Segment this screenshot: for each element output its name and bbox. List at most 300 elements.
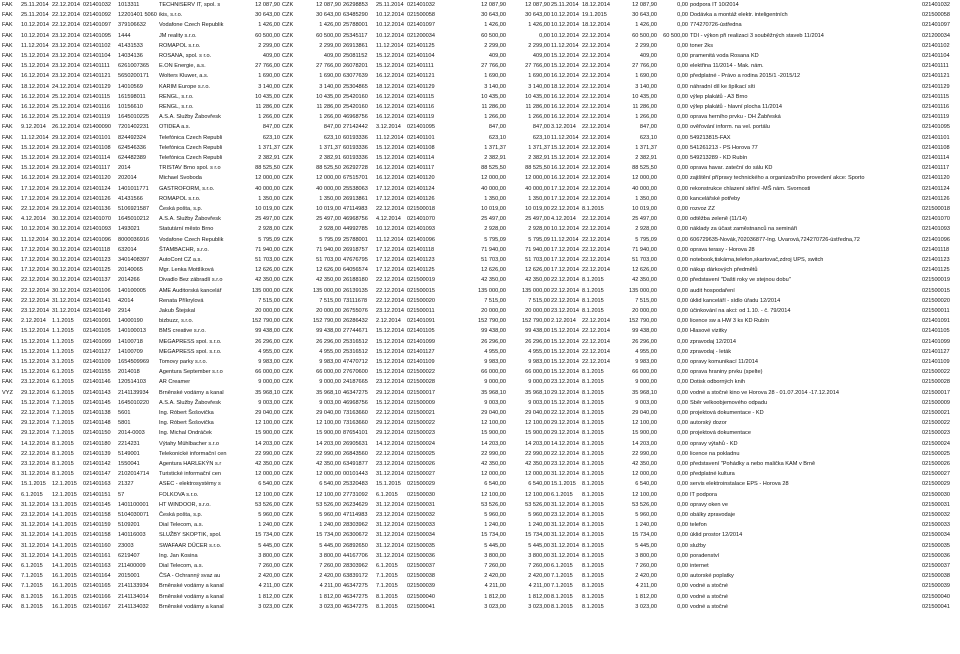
posting-date-cell: 22.12.2014: [551, 450, 579, 457]
internal-no-cell: 021401116: [83, 104, 111, 110]
amount-cell: 623,10: [262, 134, 280, 141]
ico-cell: 26913861: [343, 195, 368, 202]
currency-cell: CZK: [282, 32, 294, 39]
remaining-cell: 0,00: [677, 532, 688, 539]
amount-cell: 10 019,00: [255, 206, 280, 212]
order-no-cell: 021401119: [407, 114, 435, 121]
supplier-name-cell: Ing. Róbert Šošovička: [159, 410, 214, 416]
amount-cell: 4 211,00: [258, 583, 280, 590]
amount-cell: 11 286,00: [255, 104, 280, 110]
supplier-name-cell: ROSANA, spol. s r.o.: [159, 53, 212, 59]
posting-date-cell: 23.12.2014: [551, 379, 579, 386]
ico-cell: 47470712: [343, 359, 368, 365]
reference-cell: 021500011: [922, 308, 950, 314]
description-cell: rekonstrukce chlazení skříní -MŠ nám. Svornosti: [690, 185, 811, 192]
base-amount-cell: 2 928,00: [484, 226, 506, 233]
received-date-cell: 14.12.2014: [376, 440, 404, 447]
table-row: [0, 154, 960, 164]
amount-czk-cell: 1 371,37: [319, 144, 341, 151]
amount-czk-cell: 152 790,00: [313, 318, 341, 325]
supplier-no-cell: 1401100001: [118, 501, 149, 508]
payment-date-cell: 22.12.2014: [582, 104, 610, 110]
description-cell: účinkování na akci: od 1.10. - č. 79/2014: [690, 308, 791, 314]
reference-cell: 021500017: [922, 389, 950, 396]
order-no-cell: 021500038: [407, 573, 435, 580]
doc-type-cell: FAK: [2, 471, 13, 478]
issue-date-cell: 31.12.2014: [21, 552, 49, 559]
payment-date-cell: 8.1.2015: [582, 563, 604, 569]
supplier-no-cell: 3401408397: [118, 257, 150, 263]
received-date-cell: 15.12.2014: [376, 369, 404, 376]
supplier-name-cell: Jakub Štejskal: [159, 308, 196, 314]
issue-date-cell: 15.12.2014: [21, 155, 49, 161]
due-date-cell: 30.12.2014: [52, 287, 80, 294]
issue-date-cell: 31.12.2014: [21, 542, 49, 549]
description-cell: kancelářské potřeby: [690, 195, 741, 202]
description-cell: 774270726-ústředna: [690, 22, 742, 29]
base-amount-cell: 847,00: [488, 124, 506, 131]
supplier-name-cell: E.ON Energie, a.s.: [159, 63, 206, 70]
description-cell: projektová dokumentace - KD: [690, 410, 764, 416]
ico-cell: 26892650: [343, 542, 368, 549]
payment-date-cell: 8.1.2015: [582, 593, 604, 600]
order-no-cell: 021500039: [407, 583, 435, 590]
internal-no-cell: 021401145: [83, 501, 111, 508]
amount-cell: 2 420,00: [258, 573, 280, 580]
table-row: [0, 276, 960, 286]
order-no-cell: 021401032: [407, 2, 435, 8]
order-no-cell: 021500020: [407, 297, 435, 304]
remaining-cell: 0,00: [677, 2, 688, 8]
posting-date-cell: 11.12.2014: [551, 236, 579, 243]
order-no-cell: 021401114: [407, 155, 435, 161]
order-no-cell: 021500024: [407, 440, 435, 447]
paid-amount-cell: 1 426,00: [528, 22, 550, 29]
reference-cell: 021500031: [922, 501, 950, 508]
supplier-no-cell: 5149001: [118, 450, 140, 457]
total-cell: 22 990,00: [632, 450, 657, 457]
internal-no-cell: 021401101: [83, 134, 111, 141]
ico-cell: 28303962: [343, 522, 368, 529]
posting-date-cell: 14.12.2014: [551, 440, 579, 447]
payment-date-cell: 22.12.2014: [582, 83, 610, 90]
currency-cell: CZK: [282, 348, 294, 355]
ico-cell: 63077639: [343, 73, 368, 80]
amount-cell: 88 525,50: [255, 165, 280, 172]
amount-czk-cell: 409,00: [323, 53, 341, 59]
doc-type-cell: FAK: [2, 522, 13, 529]
amount-cell: 12 626,00: [255, 267, 280, 274]
supplier-name-cell: Česká pošta, s.p.: [159, 206, 203, 212]
total-cell: 29 040,00: [632, 410, 657, 416]
ico-cell: 26755076: [343, 308, 368, 314]
table-row: [0, 93, 960, 103]
doc-type-cell: FAK: [2, 410, 13, 416]
table-row: [0, 603, 960, 613]
supplier-no-cell: 42014: [118, 297, 134, 304]
due-date-cell: 8.1.2015: [52, 471, 74, 478]
received-date-cell: 29.12.2014: [376, 420, 404, 427]
doc-type-cell: FAK: [2, 563, 13, 569]
issue-date-cell: 15.12.2014: [21, 338, 49, 345]
internal-no-cell: 021401159: [83, 522, 111, 529]
table-row: [0, 511, 960, 521]
currency-cell: CZK: [282, 195, 294, 202]
posting-date-cell: 23.12.2014: [551, 461, 579, 467]
remaining-cell: 0,00: [677, 573, 688, 580]
order-no-cell: 021401096: [407, 236, 435, 243]
table-row: [0, 419, 960, 429]
currency-cell: CZK: [282, 573, 294, 580]
table-row: [0, 440, 960, 450]
order-no-cell: 021500033: [407, 522, 435, 529]
currency-cell: CZK: [282, 144, 294, 151]
amount-czk-cell: 66 000,00: [316, 369, 341, 376]
remaining-cell: 0,00: [677, 195, 688, 202]
currency-cell: CZK: [282, 399, 294, 406]
base-amount-cell: 30 643,00: [481, 12, 506, 19]
reference-cell: 021401095: [922, 124, 950, 131]
supplier-name-cell: Brněnské vodárny a kanal: [159, 389, 224, 396]
amount-czk-cell: 15 900,00: [316, 430, 341, 437]
total-cell: 99 438,00: [632, 328, 657, 335]
doc-type-cell: FAK: [2, 593, 13, 600]
ico-cell: 73163660: [343, 410, 368, 416]
paid-amount-cell: 1 690,00: [528, 73, 550, 80]
base-amount-cell: 409,00: [488, 53, 506, 59]
due-date-cell: 29.12.2014: [52, 165, 80, 172]
payment-date-cell: 8.1.2015: [582, 542, 604, 549]
ico-cell: 47114983: [343, 206, 368, 212]
doc-type-cell: FAK: [2, 216, 13, 223]
reference-cell: 021401129: [922, 83, 950, 90]
supplier-name-cell: Turistické informační cen: [159, 471, 221, 478]
paid-amount-cell: 9 000,00: [528, 379, 550, 386]
posting-date-cell: 23.12.2014: [551, 308, 579, 314]
supplier-no-cell: 6219407: [118, 552, 140, 559]
ico-cell: 73111678: [343, 297, 368, 304]
base-amount-cell: 12 100,00: [481, 420, 506, 427]
supplier-no-cell: 5104030071: [118, 512, 150, 518]
ico-cell: 26139135: [343, 287, 368, 294]
doc-type-cell: FAK: [2, 185, 13, 192]
amount-czk-cell: 10 019,00: [316, 206, 341, 212]
payment-date-cell: 22.12.2014: [582, 348, 610, 355]
total-cell: 66 000,00: [632, 369, 657, 376]
issue-date-cell: 15.12.2014: [21, 399, 49, 406]
order-no-cell: 021500036: [407, 552, 435, 559]
reference-cell: 021401111: [922, 63, 949, 70]
amount-czk-cell: 4 955,00: [319, 348, 341, 355]
payment-date-cell: 8.1.2015: [582, 501, 604, 508]
order-no-cell: 021401099: [407, 338, 435, 345]
internal-no-cell: 021401143: [83, 389, 111, 396]
supplier-no-cell: 5650200171: [118, 73, 150, 80]
internal-no-cell: 021401109: [83, 359, 111, 365]
currency-cell: CZK: [282, 53, 294, 59]
payment-date-cell: 22.12.2014: [582, 185, 610, 192]
amount-czk-cell: 12 087,90: [316, 2, 341, 8]
paid-amount-cell: 99 438,00: [525, 328, 550, 335]
posting-date-cell: 10.12.2014: [551, 22, 579, 29]
currency-cell: CZK: [282, 93, 294, 100]
paid-amount-cell: 5 795,09: [528, 236, 550, 243]
payment-date-cell: 8.1.2015: [582, 389, 604, 396]
internal-no-cell: 021401147: [83, 471, 111, 478]
base-amount-cell: 27 766,00: [481, 63, 506, 70]
amount-czk-cell: 22 990,00: [316, 450, 341, 457]
table-row: [0, 83, 960, 93]
currency-cell: CZK: [282, 308, 294, 314]
amount-cell: 35 968,10: [255, 389, 280, 396]
reference-cell: 021401120: [922, 175, 950, 182]
description-cell: telefon: [690, 522, 707, 529]
currency-cell: CZK: [282, 338, 294, 345]
remaining-cell: 0,00: [677, 12, 688, 19]
total-cell: 14 203,00: [632, 440, 657, 447]
description-cell: rozvoz ZZ: [690, 206, 715, 212]
paid-amount-cell: 5 445,00: [528, 542, 550, 549]
base-amount-cell: 3 800,00: [484, 552, 506, 559]
due-date-cell: 29.12.2014: [52, 206, 80, 212]
amount-czk-cell: 71 940,00: [316, 246, 341, 253]
description-cell: odtěžba zeleně (11/14): [690, 216, 747, 223]
table-row: [0, 225, 960, 235]
table-row: [0, 491, 960, 501]
currency-cell: CZK: [282, 481, 294, 488]
payment-date-cell: 22.12.2014: [582, 165, 610, 172]
doc-type-cell: FAK: [2, 440, 13, 447]
supplier-name-cell: Dial Telecom, a.s.: [159, 563, 204, 569]
payment-date-cell: 22.12.2014: [582, 93, 610, 100]
ico-cell: 26913861: [343, 42, 368, 49]
amount-czk-cell: 1 240,00: [319, 522, 341, 529]
posting-date-cell: 16.12.2014: [551, 104, 579, 110]
order-no-cell: 021401105: [407, 328, 435, 335]
description-cell: toner 2ks: [690, 42, 714, 49]
paid-amount-cell: 135 000,00: [522, 287, 550, 294]
posting-date-cell: 22.12.2014: [551, 206, 579, 212]
received-date-cell: 7.1.2015: [376, 573, 398, 580]
description-cell: opravy komunikací 11/2014: [690, 359, 758, 365]
total-cell: 20 000,00: [632, 308, 657, 314]
received-date-cell: 11.12.2014: [376, 236, 404, 243]
description-cell: náklady za účast zaměstnanců na semináři: [690, 226, 797, 233]
supplier-no-cell: 2214231: [118, 440, 140, 447]
doc-type-cell: FAK: [2, 195, 13, 202]
remaining-cell: 0,00: [677, 246, 688, 253]
remaining-cell: 0,00: [677, 389, 688, 396]
total-cell: 9 983,00: [635, 359, 657, 365]
amount-cell: 15 900,00: [255, 430, 280, 437]
internal-no-cell: 021401165: [83, 583, 111, 590]
issue-date-cell: 11.12.2014: [21, 42, 49, 49]
issue-date-cell: 31.12.2014: [21, 471, 49, 478]
table-row: [0, 266, 960, 276]
supplier-no-cell: 2141134014: [118, 593, 149, 600]
order-no-cell: 021500027: [407, 471, 435, 478]
reference-cell: 021401114: [922, 155, 950, 161]
internal-no-cell: 021401105: [83, 328, 111, 335]
supplier-no-cell: 2014-0003: [118, 430, 145, 437]
reference-cell: 021500022: [922, 369, 950, 376]
total-cell: 12 087,90: [632, 2, 657, 8]
currency-cell: CZK: [282, 583, 294, 590]
description-cell: výlep plakátů - A3 Brno: [690, 93, 748, 100]
order-no-cell: 021401111: [407, 63, 434, 70]
internal-no-cell: 021401125: [83, 267, 111, 274]
issue-date-cell: 17.12.2014: [21, 267, 49, 274]
supplier-no-cell: 8000036916: [118, 236, 150, 243]
payment-date-cell: 8.1.2015: [582, 471, 604, 478]
doc-type-cell: FAK: [2, 144, 13, 151]
paid-amount-cell: 29 040,00: [525, 410, 550, 416]
internal-no-cell: 021401142: [83, 461, 111, 467]
paid-amount-cell: 26 296,00: [525, 338, 550, 345]
total-cell: 25 497,00: [632, 216, 657, 223]
due-date-cell: 1.1.2015: [52, 348, 74, 355]
base-amount-cell: 2 299,00: [484, 42, 506, 49]
posting-date-cell: 7.1.2015: [551, 583, 573, 590]
due-date-cell: 14.1.2015: [52, 563, 77, 569]
internal-no-cell: 021401136: [83, 206, 111, 212]
ico-cell: 25081152: [343, 53, 368, 59]
supplier-no-cell: 1645010220: [118, 399, 150, 406]
paid-amount-cell: 3 140,00: [528, 83, 550, 90]
payment-date-cell: 8.1.2015: [582, 583, 604, 590]
due-date-cell: 7.1.2015: [52, 420, 74, 427]
payment-date-cell: 22.12.2014: [582, 155, 610, 161]
reference-cell: 021401109: [922, 359, 950, 365]
due-date-cell: 14.1.2015: [52, 522, 77, 529]
total-cell: 3 800,00: [635, 552, 657, 559]
supplier-name-cell: MEGAPRESS spol. s.r.o.: [159, 338, 222, 345]
issue-date-cell: 23.12.2014: [21, 461, 49, 467]
base-amount-cell: 12 000,00: [481, 175, 506, 182]
table-row: [0, 52, 960, 62]
supplier-no-cell: 10156610: [118, 104, 143, 110]
received-date-cell: 10.12.2014: [376, 22, 404, 29]
table-row: [0, 21, 960, 31]
order-no-cell: 021401120: [407, 175, 435, 182]
currency-cell: CZK: [282, 369, 294, 376]
internal-no-cell: 021401095: [83, 32, 111, 39]
currency-cell: CZK: [282, 104, 294, 110]
amount-cell: 9 000,00: [258, 379, 280, 386]
reference-cell: 021500009: [922, 399, 950, 406]
issue-date-cell: 17.12.2014: [21, 195, 49, 202]
posting-date-cell: 8.1.2015: [551, 593, 573, 600]
table-row: [0, 11, 960, 21]
remaining-cell: 0,00: [677, 206, 688, 212]
amount-cell: 26 296,00: [255, 338, 280, 345]
amount-cell: 51 703,00: [255, 257, 280, 263]
reference-cell: 021401121: [922, 73, 950, 80]
amount-czk-cell: 3 140,00: [319, 83, 341, 90]
description-cell: elektřina 11/2014 - Mak. nám.: [690, 63, 764, 70]
supplier-no-cell: 140100013: [118, 328, 146, 335]
payment-date-cell: 22.12.2014: [582, 175, 610, 182]
base-amount-cell: 15 900,00: [481, 430, 506, 437]
issue-date-cell: 22.12.2014: [21, 410, 49, 416]
amount-czk-cell: 42 350,00: [316, 461, 341, 467]
base-amount-cell: 20 000,00: [481, 308, 506, 314]
base-amount-cell: 25 497,00: [481, 216, 506, 223]
order-no-cell: 021401109: [407, 359, 435, 365]
table-row: [0, 450, 960, 460]
amount-cell: 42 350,00: [255, 461, 280, 467]
currency-cell: CZK: [282, 124, 294, 131]
ico-cell: 25316512: [343, 348, 368, 355]
paid-amount-cell: 152 790,00: [522, 318, 550, 325]
total-cell: 11 286,00: [632, 104, 657, 110]
currency-cell: CZK: [282, 114, 294, 121]
payment-date-cell: 22.12.2014: [582, 257, 610, 263]
posting-date-cell: 18.12.2014: [551, 83, 579, 90]
internal-no-cell: 021401138: [83, 410, 111, 416]
reference-cell: 021500039: [922, 583, 950, 590]
order-no-cell: 021401095: [407, 124, 435, 131]
amount-czk-cell: 12 000,00: [316, 175, 341, 182]
doc-type-cell: FAK: [2, 114, 13, 121]
amount-cell: 2 382,91: [258, 155, 280, 161]
order-no-cell: 021500035: [407, 542, 435, 549]
doc-type-cell: FAK: [2, 420, 13, 427]
amount-czk-cell: 3 023,00: [319, 603, 341, 610]
doc-type-cell: FAK: [2, 42, 13, 49]
doc-type-cell: FAK: [2, 542, 13, 549]
ico-cell: 25538063: [343, 185, 368, 192]
received-date-cell: 7.1.2015: [376, 583, 398, 590]
supplier-name-cell: Michael Svoboda: [159, 175, 202, 182]
received-date-cell: 6.1.2015: [376, 491, 398, 498]
currency-cell: CZK: [282, 22, 294, 29]
supplier-no-cell: 5106921587: [118, 206, 150, 212]
issue-date-cell: 22.12.2014: [21, 297, 49, 304]
description-cell: projektová dokumentace: [690, 430, 751, 437]
base-amount-cell: 14 203,00: [481, 440, 506, 447]
order-no-cell: 021200034: [407, 32, 435, 39]
posting-date-cell: 15.12.2014: [551, 399, 579, 406]
amount-cell: 1 812,00: [258, 593, 280, 600]
doc-type-cell: FAK: [2, 63, 13, 70]
currency-cell: CZK: [282, 379, 294, 386]
amount-cell: 5 960,00: [258, 512, 280, 518]
base-amount-cell: 1 240,00: [484, 522, 506, 529]
ico-cell: 64056574: [343, 267, 368, 274]
table-row: [0, 368, 960, 378]
reference-cell: 021500041: [922, 603, 950, 610]
amount-czk-cell: 35 968,10: [316, 389, 341, 396]
supplier-name-cell: Divadlo Bez zábradlí s.r.o: [159, 277, 223, 284]
currency-cell: CZK: [282, 165, 294, 172]
description-cell: opravy výtahů - KD: [690, 440, 738, 447]
payment-date-cell: 22.12.2014: [582, 267, 610, 274]
order-no-cell: 021401126: [407, 195, 435, 202]
supplier-name-cell: Výtahy Mühlbacher s.r.o: [159, 440, 220, 447]
internal-no-cell: 021401167: [83, 603, 111, 610]
supplier-no-cell: 2141134032: [118, 603, 149, 610]
remaining-cell: 0,00: [677, 22, 688, 29]
amount-czk-cell: 9 000,00: [319, 379, 341, 386]
supplier-no-cell: 2141133934: [118, 583, 149, 590]
paid-amount-cell: 12 100,00: [525, 420, 550, 427]
doc-type-cell: FAK: [2, 12, 13, 19]
total-cell: 152 790,00: [629, 318, 657, 325]
supplier-name-cell: OTIDEA a.s.: [159, 124, 191, 131]
issue-date-cell: 16.12.2014: [21, 73, 49, 80]
issue-date-cell: 10.12.2014: [21, 32, 49, 39]
